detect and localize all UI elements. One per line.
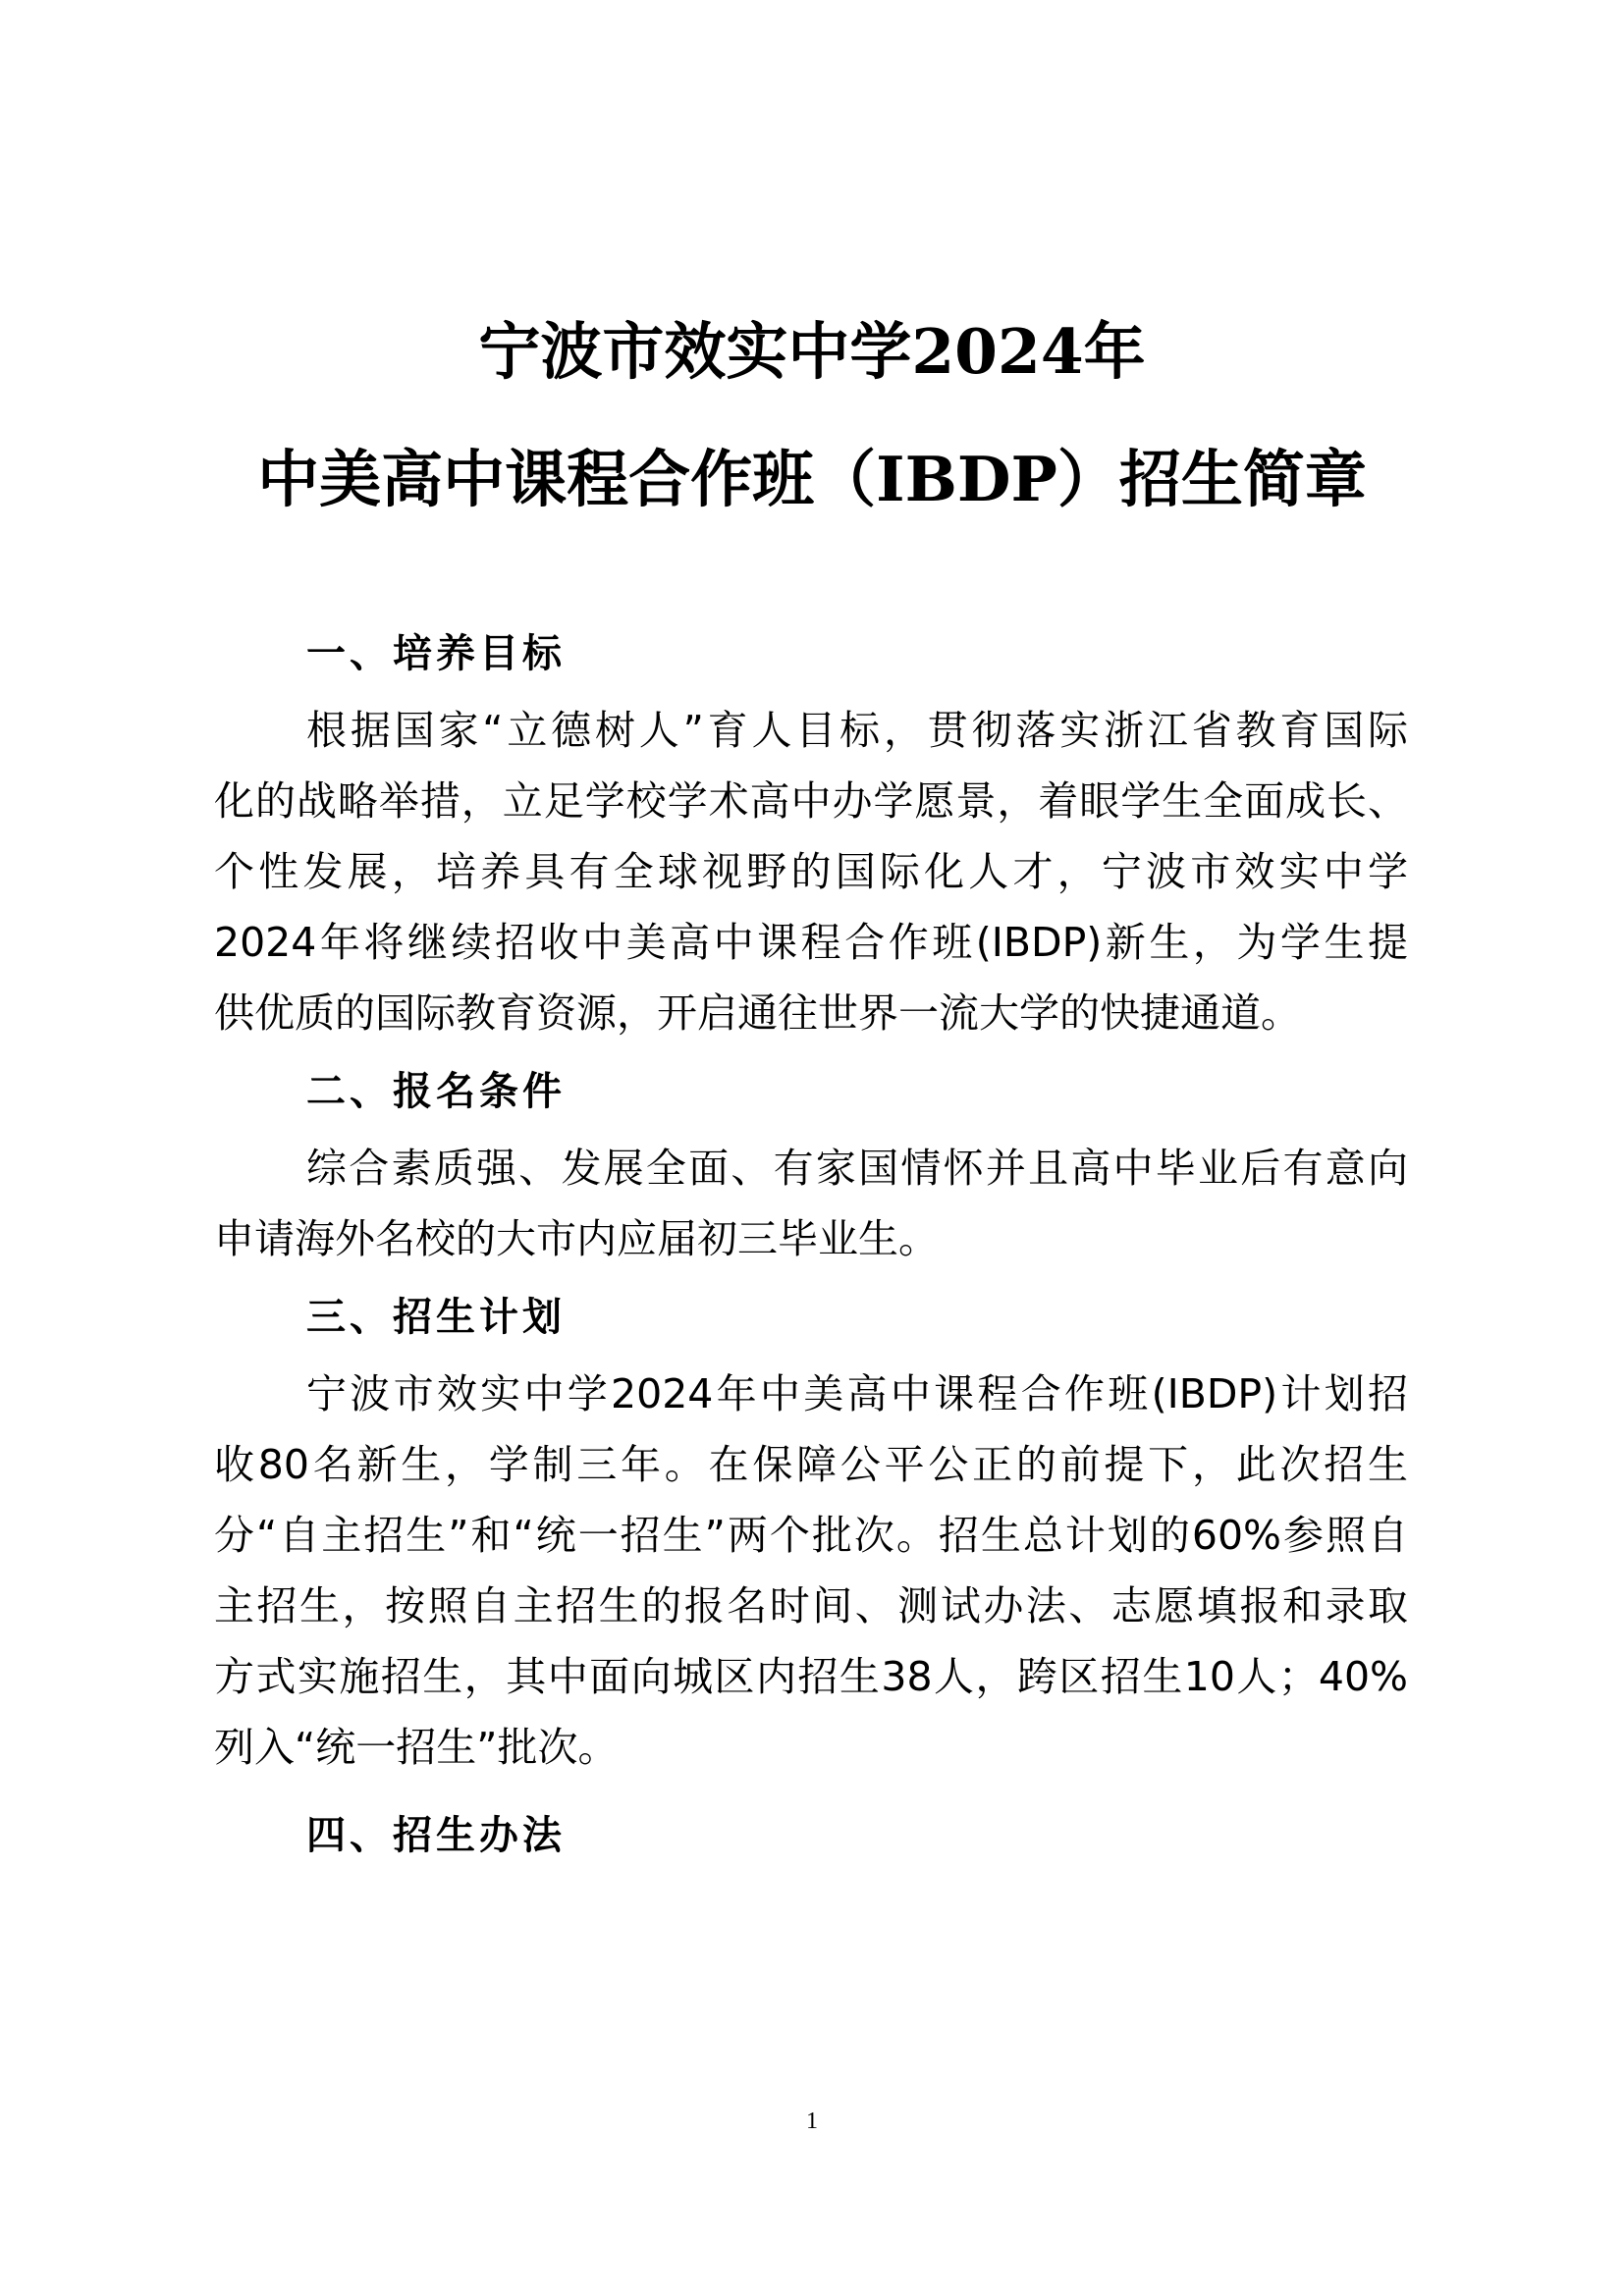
paragraph-line: 化的战略举措，立足学校学术高中办学愿景，着眼学生全面成长、 (214, 777, 1408, 825)
section-heading-plan: 三、招生计划 (306, 1295, 566, 1340)
paragraph-line: 个性发展，培养具有全球视野的国际化人才，宁波市效实中学 (214, 848, 1408, 895)
paragraph-line: 主招生，按照自主招生的报名时间、测试办法、志愿填报和录取 (214, 1582, 1408, 1629)
paragraph-line: 方式实施招生，其中面向城区内招生38人，跨区招生10人；40% (214, 1653, 1408, 1700)
paragraph-line: 2024年将继续招收中美高中课程合作班(IBDP)新生，为学生提 (214, 919, 1408, 966)
paragraph-line: 列入“统一招生”批次。 (214, 1724, 619, 1771)
document-title-line-2: 中美高中课程合作班（IBDP）招生简章 (257, 443, 1367, 515)
paragraph-line: 收80名新生，学制三年。在保障公平公正的前提下，此次招生 (214, 1441, 1408, 1488)
section-heading-requirements: 二、报名条件 (306, 1069, 566, 1114)
paragraph-line: 根据国家“立德树人”育人目标，贯彻落实浙江省教育国际 (306, 707, 1408, 754)
paragraph-line: 申请海外名校的大市内应届初三毕业生。 (214, 1215, 939, 1262)
paragraph-line: 分“自主招生”和“统一招生”两个批次。招生总计划的60%参照自 (214, 1512, 1408, 1559)
section-heading-goals: 一、培养目标 (306, 631, 566, 676)
section-heading-methods: 四、招生办法 (306, 1813, 566, 1858)
paragraph-line: 供优质的国际教育资源，开启通往世界一流大学的快捷通道。 (214, 989, 1301, 1037)
page-number: 1 (806, 2109, 818, 2134)
paragraph-line: 宁波市效实中学2024年中美高中课程合作班(IBDP)计划招 (306, 1370, 1408, 1417)
paragraph-line: 综合素质强、发展全面、有家国情怀并且高中毕业后有意向 (306, 1145, 1408, 1192)
document-title-line-1: 宁波市效实中学2024年 (478, 315, 1146, 388)
